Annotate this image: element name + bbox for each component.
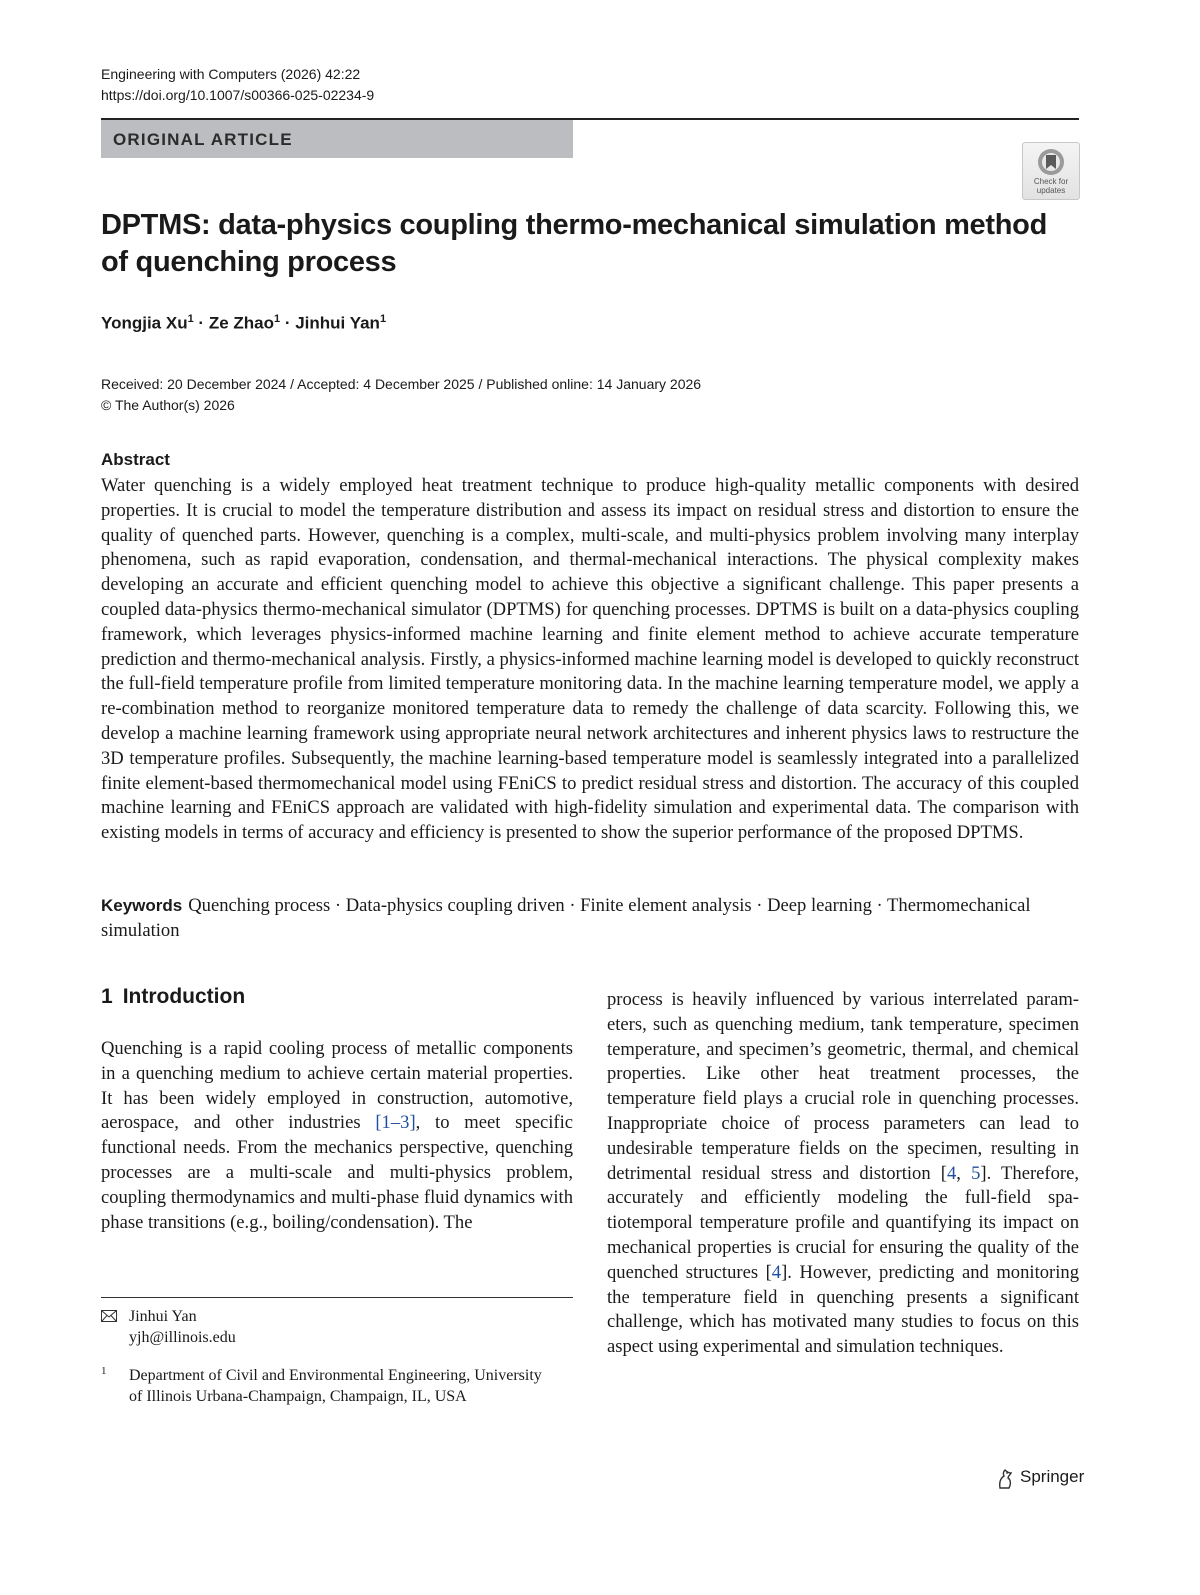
author-name: Ze Zhao (208, 313, 274, 333)
copyright: © The Author(s) 2026 (101, 397, 235, 413)
affiliation-text: Department of Civil and Environmental Engineering, University of Illinois Urbana-Champaign, Champaign, IL, USA (129, 1367, 542, 1405)
keywords (101, 893, 1041, 943)
intro-left-column: Quenching is a rapid cooling process of metallic components in a quenching medium to achieve certain material properties. It has been widely employed in construction, automotive, aerospace, and other industries [1–3], to meet specific functional needs. From the mechanics perspective, quenching processes are a multi-scale and multi-physics problem, coupling thermodynamics and multi-phase fluid dynamics with phase transitions (e.g., boiling/condensation). The (101, 1038, 573, 1233)
article-type-banner (101, 120, 573, 158)
author-name: Yongjia Xu (101, 313, 188, 333)
journal-citation: Engineering with Computers (2026) 42:22 (101, 66, 361, 82)
section-title: Introduction (122, 985, 246, 1008)
keywords-label: Keywords (101, 896, 183, 915)
affiliation-marker: 1 (273, 313, 281, 325)
affiliation-marker: 1 (187, 313, 194, 325)
citation-link[interactable]: 4 (946, 1162, 957, 1184)
affiliation-marker: 1 (379, 313, 387, 325)
article-type-label: ORIGINAL ARTICLE (113, 130, 293, 149)
publication-info (101, 374, 701, 416)
footnote-rule (101, 1297, 573, 1298)
paper-title: DPTMS: data-physics coupling thermo-mechanical simulation method of quenching process (101, 209, 1047, 278)
affiliation-number: 1 (101, 1365, 107, 1377)
keywords-list: Quenching process · Data-physics coupling driven · Finite element analysis · Deep learning · Thermomechanical simulation (101, 895, 1031, 941)
publication-dates: Received: 20 December 2024 / Accepted: 4 December 2025 / Published online: 14 January 2026 (101, 376, 702, 392)
publisher-name: Springer (1020, 1467, 1085, 1486)
doi-link[interactable]: https://doi.org/10.1007/s00366-025-02234-9 (101, 87, 375, 103)
check-for-updates-text: Check for updates (1033, 177, 1069, 195)
journal-header (101, 64, 374, 106)
springer-horse-icon (995, 1468, 1015, 1490)
citation-link[interactable]: 5 (971, 1162, 981, 1184)
abstract-heading: Abstract (101, 450, 170, 469)
author-separator: · (280, 313, 296, 333)
author-name: Jinhui Yan (295, 313, 380, 333)
abstract-text: Water quenching is a widely employed heat treatment technique to produce high-quality metallic components with desired properties. It is crucial to model the temperature distribution and assess its impact on residual stress and distortion to ensure the quality of quenched parts. However, quenching is a complex, multi-scale, and multi-physics problem involving many interplay phenomena, such as rapid evaporation, condensation, and thermal-mechanical interactions. The physical complexity makes developing an accurate and efficient quenching model to achieve this objective a significant challenge. This paper presents a coupled data-physics thermo-mechanical simulator (DPTMS) for quenching processes. DPTMS is built on a data-physics coupling framework, which leverages physics-informed machine learning and finite element method to achieve accurate temperature prediction and thermo-mechanical analysis. Firstly, a physics-informed machine learning model is developed to quickly reconstruct the full-field temperature profile from limited temperature monitoring data. In the machine learning temperature model, we apply a re-combination method to reorganize monitored temperature data to remedy the challenge of data scarcity. Following this, we develop a machine learning framework using appropriate neural network architectures and inherent physics laws to restructure the 3D temperature profiles. Subsequently, the machine learning-based temperature model is seamlessly integrated into a parallelized finite element-based thermomechanical model using FEniCS to predict residual stress and distortion. The accuracy of this coupled machine learning and FEniCS approach are validated with high-fidelity simulation and experimental data. The comparison with existing models in terms of accuracy and efficiency is presented to show the superior performance of the proposed DPTMS. (101, 475, 1079, 844)
contact-name: Jinhui Yan (129, 1308, 197, 1325)
section-heading (101, 985, 245, 1009)
author-separator: · (193, 313, 209, 333)
mail-icon (101, 1310, 117, 1322)
intro-right-column: process is heavily influenced by various interrelated parameters, such as quenching medium, tank temperature, specimen temperature, and specimen’s geometric, thermal, and chemical properties. Like other heat treatment processes, the temperature field plays a crucial role in quenching processes. Inappropriate choice of process parameters can lead to undesirable temperature fields on the specimen, resulting in detrimental residual stress and distortion [4, 5]. Therefore, accurately and efficiently modeling the full-field spatiotemporal temperature profile and quantifying its impact on mechanical properties is crucial for ensuring the quality of the quenched structures [4]. However, predicting and monitoring the temperature field in quenching presents a significant challenge, which has motivated many studies to focus on this aspect using experimental and simulation techniques. (607, 989, 1079, 1358)
check-for-updates-badge[interactable] (1022, 142, 1080, 200)
citation-link[interactable]: [1–3] (375, 1112, 416, 1134)
section-number: 1 (101, 985, 113, 1008)
check-for-updates-icon (1036, 147, 1066, 177)
author-list (101, 313, 386, 334)
citation-link[interactable]: 4 (771, 1261, 782, 1283)
contact-email[interactable]: yjh@illinois.edu (129, 1329, 236, 1346)
